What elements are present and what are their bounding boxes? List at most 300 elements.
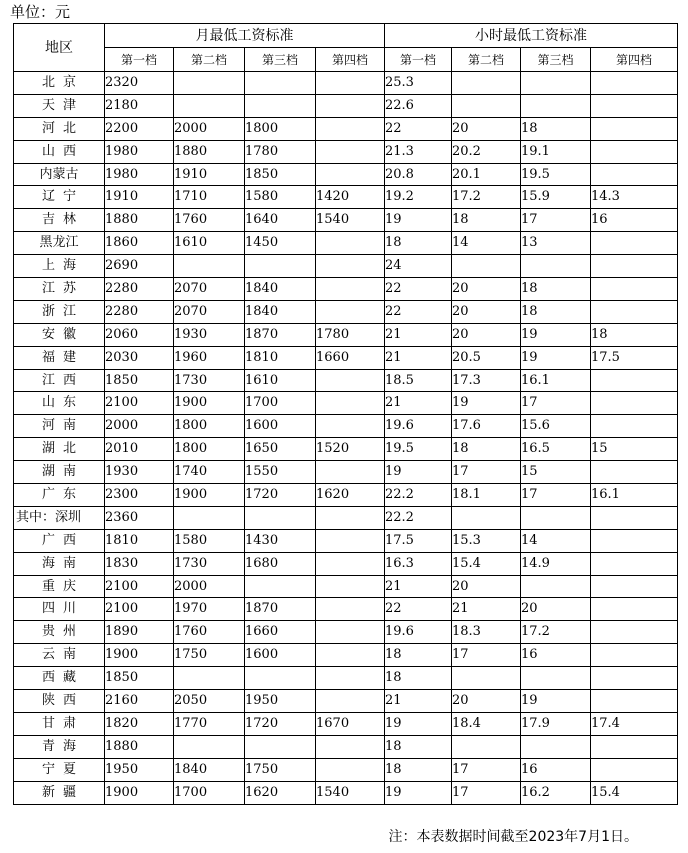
hourly-tier-3-cell: 19 bbox=[521, 346, 591, 369]
monthly-tier-1-cell: 2010 bbox=[105, 438, 174, 461]
monthly-tier-1-cell: 2100 bbox=[105, 392, 174, 415]
hourly-tier-1-cell: 18 bbox=[385, 735, 452, 758]
monthly-tier-1-cell: 2280 bbox=[105, 278, 174, 301]
monthly-tier-4-cell bbox=[316, 72, 385, 95]
monthly-tier-3-cell: 1610 bbox=[245, 369, 316, 392]
monthly-tier-3-cell: 1840 bbox=[245, 278, 316, 301]
hourly-tier-3-cell: 15.9 bbox=[521, 186, 591, 209]
hourly-tier-3-cell: 20 bbox=[521, 598, 591, 621]
hourly-tier-1-cell: 19.2 bbox=[385, 186, 452, 209]
region-cell: 北京 bbox=[14, 72, 105, 95]
hourly-tier-4-cell bbox=[591, 392, 678, 415]
monthly-tier-3-cell: 1950 bbox=[245, 690, 316, 713]
hourly-tier-2-cell: 20 bbox=[452, 300, 521, 323]
monthly-tier-3-cell: 1720 bbox=[245, 484, 316, 507]
hourly-tier-4-cell bbox=[591, 529, 678, 552]
hourly-tier-3-cell: 15 bbox=[521, 461, 591, 484]
table-row bbox=[14, 529, 678, 552]
region-cell: 江苏 bbox=[14, 278, 105, 301]
region-cell: 江西 bbox=[14, 369, 105, 392]
monthly-tier-4-cell bbox=[316, 369, 385, 392]
hourly-tier-4-cell: 17.5 bbox=[591, 346, 678, 369]
region-cell: 福建 bbox=[14, 346, 105, 369]
monthly-tier-2-cell: 1750 bbox=[174, 644, 245, 667]
monthly-tier-3-cell: 1870 bbox=[245, 598, 316, 621]
monthly-tier-3-cell: 1640 bbox=[245, 209, 316, 232]
table-row bbox=[14, 552, 678, 575]
monthly-tier-2-cell bbox=[174, 94, 245, 117]
monthly-tier-1-cell: 2100 bbox=[105, 575, 174, 598]
region-header: 地区 bbox=[14, 24, 105, 72]
monthly-tier-2-cell bbox=[174, 735, 245, 758]
region-cell: 其中：深圳 bbox=[14, 506, 105, 529]
monthly-tier-2-cell: 2050 bbox=[174, 690, 245, 713]
hourly-tier-3-cell: 17 bbox=[521, 392, 591, 415]
monthly-tier-2-cell bbox=[174, 667, 245, 690]
monthly-tier-2-cell: 1800 bbox=[174, 415, 245, 438]
monthly-tier-1-header: 第一档 bbox=[105, 48, 174, 72]
hourly-tier-2-cell: 18.4 bbox=[452, 712, 521, 735]
region-cell: 重庆 bbox=[14, 575, 105, 598]
monthly-tier-1-cell: 1980 bbox=[105, 163, 174, 186]
monthly-tier-2-cell: 1770 bbox=[174, 712, 245, 735]
hourly-tier-4-cell bbox=[591, 94, 678, 117]
monthly-tier-2-cell: 1800 bbox=[174, 438, 245, 461]
region-cell: 上海 bbox=[14, 255, 105, 278]
hourly-tier-3-cell bbox=[521, 255, 591, 278]
hourly-tier-3-cell: 17.2 bbox=[521, 621, 591, 644]
monthly-tier-4-cell bbox=[316, 255, 385, 278]
monthly-tier-2-cell: 1730 bbox=[174, 369, 245, 392]
hourly-tier-3-cell bbox=[521, 735, 591, 758]
footnote: 注：本表数据时间截至2023年7月1日。 bbox=[388, 829, 638, 845]
hourly-tier-4-cell: 16 bbox=[591, 209, 678, 232]
region-cell: 河南 bbox=[14, 415, 105, 438]
hourly-tier-3-header: 第三档 bbox=[521, 48, 591, 72]
hourly-tier-2-cell: 20 bbox=[452, 117, 521, 140]
monthly-tier-3-cell: 1800 bbox=[245, 117, 316, 140]
monthly-tier-1-cell: 2200 bbox=[105, 117, 174, 140]
monthly-tier-1-cell: 1860 bbox=[105, 232, 174, 255]
monthly-tier-1-cell: 1930 bbox=[105, 461, 174, 484]
hourly-tier-1-cell: 19.6 bbox=[385, 621, 452, 644]
monthly-tier-1-cell: 2060 bbox=[105, 323, 174, 346]
hourly-tier-1-cell: 21 bbox=[385, 323, 452, 346]
hourly-tier-4-cell: 15.4 bbox=[591, 781, 678, 804]
hourly-tier-1-cell: 18 bbox=[385, 758, 452, 781]
table-row bbox=[14, 712, 678, 735]
hourly-tier-1-cell: 19 bbox=[385, 712, 452, 735]
region-cell: 陕西 bbox=[14, 690, 105, 713]
hourly-tier-2-cell: 18.1 bbox=[452, 484, 521, 507]
region-cell: 内蒙古 bbox=[14, 163, 105, 186]
table-row bbox=[14, 735, 678, 758]
hourly-tier-3-cell bbox=[521, 72, 591, 95]
monthly-tier-2-cell bbox=[174, 72, 245, 95]
hourly-tier-3-cell bbox=[521, 667, 591, 690]
monthly-tier-1-cell: 1950 bbox=[105, 758, 174, 781]
monthly-tier-1-cell: 2000 bbox=[105, 415, 174, 438]
monthly-tier-1-cell: 1980 bbox=[105, 140, 174, 163]
hourly-tier-3-cell: 16 bbox=[521, 758, 591, 781]
table-row bbox=[14, 94, 678, 117]
monthly-tier-3-cell: 1850 bbox=[245, 163, 316, 186]
table-row bbox=[14, 758, 678, 781]
monthly-tier-4-cell: 1780 bbox=[316, 323, 385, 346]
hourly-tier-4-cell: 15 bbox=[591, 438, 678, 461]
monthly-tier-2-cell: 2070 bbox=[174, 278, 245, 301]
hourly-tier-1-cell: 21.3 bbox=[385, 140, 452, 163]
monthly-tier-2-cell: 1840 bbox=[174, 758, 245, 781]
table-row bbox=[14, 415, 678, 438]
hourly-tier-2-cell bbox=[452, 506, 521, 529]
region-cell: 青海 bbox=[14, 735, 105, 758]
hourly-tier-2-cell: 17 bbox=[452, 781, 521, 804]
hourly-tier-3-cell: 16 bbox=[521, 644, 591, 667]
monthly-tier-1-cell: 2300 bbox=[105, 484, 174, 507]
monthly-tier-3-cell: 1550 bbox=[245, 461, 316, 484]
monthly-tier-2-cell: 2000 bbox=[174, 117, 245, 140]
hourly-tier-4-cell bbox=[591, 300, 678, 323]
hourly-tier-4-cell bbox=[591, 575, 678, 598]
monthly-tier-4-cell bbox=[316, 644, 385, 667]
hourly-tier-2-cell: 19 bbox=[452, 392, 521, 415]
monthly-tier-2-cell: 1910 bbox=[174, 163, 245, 186]
table-row bbox=[14, 140, 678, 163]
hourly-tier-4-header: 第四档 bbox=[591, 48, 678, 72]
hourly-tier-2-cell: 14 bbox=[452, 232, 521, 255]
hourly-tier-4-cell: 14.3 bbox=[591, 186, 678, 209]
monthly-tier-4-cell bbox=[316, 300, 385, 323]
table-row bbox=[14, 644, 678, 667]
monthly-tier-3-cell: 1650 bbox=[245, 438, 316, 461]
table-row bbox=[14, 255, 678, 278]
monthly-tier-3-cell: 1870 bbox=[245, 323, 316, 346]
hourly-tier-2-cell: 18.3 bbox=[452, 621, 521, 644]
hourly-tier-1-cell: 18 bbox=[385, 667, 452, 690]
monthly-tier-4-cell bbox=[316, 575, 385, 598]
hourly-tier-3-cell: 16.2 bbox=[521, 781, 591, 804]
table-row bbox=[14, 278, 678, 301]
monthly-tier-2-cell bbox=[174, 255, 245, 278]
monthly-tier-3-cell: 1680 bbox=[245, 552, 316, 575]
hourly-tier-4-cell bbox=[591, 598, 678, 621]
monthly-tier-3-cell: 1700 bbox=[245, 392, 316, 415]
monthly-tier-4-cell bbox=[316, 529, 385, 552]
monthly-tier-1-cell: 2100 bbox=[105, 598, 174, 621]
table-row bbox=[14, 163, 678, 186]
monthly-tier-3-cell bbox=[245, 506, 316, 529]
hourly-tier-1-cell: 20.8 bbox=[385, 163, 452, 186]
hourly-tier-3-cell: 14 bbox=[521, 529, 591, 552]
monthly-tier-3-cell: 1780 bbox=[245, 140, 316, 163]
monthly-tier-2-cell: 1970 bbox=[174, 598, 245, 621]
table-row bbox=[14, 506, 678, 529]
hourly-tier-3-cell bbox=[521, 94, 591, 117]
hourly-tier-4-cell bbox=[591, 735, 678, 758]
monthly-tier-4-cell bbox=[316, 163, 385, 186]
table-row bbox=[14, 461, 678, 484]
monthly-tier-1-cell: 1910 bbox=[105, 186, 174, 209]
hourly-tier-3-cell: 13 bbox=[521, 232, 591, 255]
hourly-tier-2-cell bbox=[452, 735, 521, 758]
monthly-tier-4-cell bbox=[316, 94, 385, 117]
hourly-tier-3-cell: 19 bbox=[521, 690, 591, 713]
hourly-tier-2-cell: 17 bbox=[452, 644, 521, 667]
hourly-tier-1-cell: 19.6 bbox=[385, 415, 452, 438]
table-row bbox=[14, 369, 678, 392]
hourly-tier-3-cell: 17.9 bbox=[521, 712, 591, 735]
region-cell: 河北 bbox=[14, 117, 105, 140]
hourly-tier-1-cell: 16.3 bbox=[385, 552, 452, 575]
hourly-tier-2-cell: 18 bbox=[452, 438, 521, 461]
monthly-tier-2-cell: 1760 bbox=[174, 209, 245, 232]
monthly-tier-4-cell: 1420 bbox=[316, 186, 385, 209]
monthly-tier-4-cell bbox=[316, 506, 385, 529]
monthly-tier-2-header: 第二档 bbox=[174, 48, 245, 72]
hourly-tier-1-cell: 24 bbox=[385, 255, 452, 278]
monthly-tier-4-cell: 1620 bbox=[316, 484, 385, 507]
table-row bbox=[14, 72, 678, 95]
hourly-tier-2-cell bbox=[452, 72, 521, 95]
monthly-tier-3-cell bbox=[245, 72, 316, 95]
hourly-tier-2-cell: 15.3 bbox=[452, 529, 521, 552]
hourly-tier-3-cell: 19.5 bbox=[521, 163, 591, 186]
monthly-tier-4-cell bbox=[316, 392, 385, 415]
monthly-standard-header: 月最低工资标准 bbox=[105, 24, 385, 48]
monthly-tier-1-cell: 1850 bbox=[105, 667, 174, 690]
monthly-tier-3-cell: 1840 bbox=[245, 300, 316, 323]
monthly-tier-4-header: 第四档 bbox=[316, 48, 385, 72]
hourly-tier-2-cell bbox=[452, 667, 521, 690]
region-cell: 云南 bbox=[14, 644, 105, 667]
hourly-tier-3-cell: 19.1 bbox=[521, 140, 591, 163]
region-cell: 浙江 bbox=[14, 300, 105, 323]
hourly-tier-4-cell bbox=[591, 690, 678, 713]
monthly-tier-2-cell: 1960 bbox=[174, 346, 245, 369]
table-row bbox=[14, 575, 678, 598]
table-row bbox=[14, 484, 678, 507]
monthly-tier-4-cell: 1540 bbox=[316, 209, 385, 232]
hourly-tier-2-cell: 15.4 bbox=[452, 552, 521, 575]
hourly-tier-1-cell: 22.2 bbox=[385, 506, 452, 529]
monthly-tier-3-cell: 1660 bbox=[245, 621, 316, 644]
monthly-tier-4-cell bbox=[316, 598, 385, 621]
table-row bbox=[14, 781, 678, 804]
monthly-tier-1-cell: 2030 bbox=[105, 346, 174, 369]
table-row bbox=[14, 346, 678, 369]
hourly-tier-4-cell bbox=[591, 506, 678, 529]
monthly-tier-2-cell: 1930 bbox=[174, 323, 245, 346]
monthly-tier-2-cell: 2070 bbox=[174, 300, 245, 323]
monthly-tier-2-cell: 2000 bbox=[174, 575, 245, 598]
region-cell: 西藏 bbox=[14, 667, 105, 690]
monthly-tier-1-cell: 1900 bbox=[105, 644, 174, 667]
hourly-tier-4-cell bbox=[591, 758, 678, 781]
hourly-tier-1-cell: 17.5 bbox=[385, 529, 452, 552]
monthly-tier-1-cell: 2360 bbox=[105, 506, 174, 529]
hourly-tier-1-cell: 18 bbox=[385, 644, 452, 667]
table-row bbox=[14, 209, 678, 232]
hourly-tier-2-cell: 20 bbox=[452, 575, 521, 598]
monthly-tier-1-cell: 1850 bbox=[105, 369, 174, 392]
hourly-tier-2-cell: 20.2 bbox=[452, 140, 521, 163]
monthly-tier-3-cell: 1450 bbox=[245, 232, 316, 255]
monthly-tier-3-cell bbox=[245, 575, 316, 598]
monthly-tier-4-cell bbox=[316, 758, 385, 781]
monthly-tier-1-cell: 2160 bbox=[105, 690, 174, 713]
monthly-tier-1-cell: 1900 bbox=[105, 781, 174, 804]
region-cell: 黑龙江 bbox=[14, 232, 105, 255]
hourly-tier-2-cell: 20.5 bbox=[452, 346, 521, 369]
hourly-tier-2-cell: 21 bbox=[452, 598, 521, 621]
region-cell: 四川 bbox=[14, 598, 105, 621]
hourly-tier-4-cell: 17.4 bbox=[591, 712, 678, 735]
monthly-tier-1-cell: 1830 bbox=[105, 552, 174, 575]
monthly-tier-3-cell bbox=[245, 667, 316, 690]
hourly-tier-4-cell bbox=[591, 278, 678, 301]
hourly-tier-2-cell bbox=[452, 94, 521, 117]
monthly-tier-3-cell bbox=[245, 735, 316, 758]
monthly-tier-3-cell: 1620 bbox=[245, 781, 316, 804]
hourly-tier-1-header: 第一档 bbox=[385, 48, 452, 72]
monthly-tier-1-cell: 2280 bbox=[105, 300, 174, 323]
hourly-tier-4-cell bbox=[591, 621, 678, 644]
region-cell: 宁夏 bbox=[14, 758, 105, 781]
hourly-tier-3-cell: 15.6 bbox=[521, 415, 591, 438]
hourly-tier-3-cell: 17 bbox=[521, 209, 591, 232]
region-cell: 吉林 bbox=[14, 209, 105, 232]
hourly-tier-3-cell: 14.9 bbox=[521, 552, 591, 575]
hourly-tier-3-cell bbox=[521, 506, 591, 529]
hourly-tier-1-cell: 25.3 bbox=[385, 72, 452, 95]
monthly-tier-1-cell: 2320 bbox=[105, 72, 174, 95]
table-row bbox=[14, 438, 678, 461]
hourly-tier-4-cell bbox=[591, 667, 678, 690]
monthly-tier-4-cell bbox=[316, 140, 385, 163]
hourly-tier-1-cell: 22 bbox=[385, 300, 452, 323]
monthly-tier-2-cell: 1880 bbox=[174, 140, 245, 163]
table-body bbox=[14, 72, 678, 805]
monthly-tier-4-cell: 1520 bbox=[316, 438, 385, 461]
monthly-tier-1-cell: 1880 bbox=[105, 209, 174, 232]
table-row bbox=[14, 598, 678, 621]
monthly-tier-3-cell bbox=[245, 255, 316, 278]
hourly-tier-1-cell: 19.5 bbox=[385, 438, 452, 461]
hourly-tier-4-cell: 18 bbox=[591, 323, 678, 346]
hourly-tier-4-cell bbox=[591, 461, 678, 484]
hourly-tier-1-cell: 21 bbox=[385, 690, 452, 713]
monthly-tier-3-cell: 1750 bbox=[245, 758, 316, 781]
region-cell: 广西 bbox=[14, 529, 105, 552]
hourly-tier-1-cell: 21 bbox=[385, 346, 452, 369]
table-row bbox=[14, 621, 678, 644]
table-row bbox=[14, 186, 678, 209]
monthly-tier-1-cell: 1880 bbox=[105, 735, 174, 758]
monthly-tier-4-cell bbox=[316, 735, 385, 758]
monthly-tier-4-cell bbox=[316, 415, 385, 438]
hourly-tier-1-cell: 22 bbox=[385, 278, 452, 301]
hourly-tier-2-cell: 18 bbox=[452, 209, 521, 232]
monthly-tier-4-cell bbox=[316, 232, 385, 255]
monthly-tier-4-cell: 1670 bbox=[316, 712, 385, 735]
region-cell: 安徽 bbox=[14, 323, 105, 346]
hourly-tier-2-cell bbox=[452, 255, 521, 278]
region-cell: 新疆 bbox=[14, 781, 105, 804]
hourly-tier-3-cell: 18 bbox=[521, 117, 591, 140]
monthly-tier-3-header: 第三档 bbox=[245, 48, 316, 72]
monthly-tier-2-cell: 1580 bbox=[174, 529, 245, 552]
hourly-tier-1-cell: 18 bbox=[385, 232, 452, 255]
table-row bbox=[14, 667, 678, 690]
hourly-tier-1-cell: 21 bbox=[385, 392, 452, 415]
hourly-tier-4-cell bbox=[591, 140, 678, 163]
hourly-tier-4-cell bbox=[591, 644, 678, 667]
hourly-tier-1-cell: 18.5 bbox=[385, 369, 452, 392]
table-row bbox=[14, 117, 678, 140]
monthly-tier-4-cell bbox=[316, 552, 385, 575]
region-cell: 辽宁 bbox=[14, 186, 105, 209]
monthly-tier-4-cell bbox=[316, 278, 385, 301]
region-cell: 甘肃 bbox=[14, 712, 105, 735]
monthly-tier-1-cell: 1820 bbox=[105, 712, 174, 735]
monthly-tier-3-cell bbox=[245, 94, 316, 117]
hourly-tier-3-cell bbox=[521, 575, 591, 598]
monthly-tier-2-cell: 1740 bbox=[174, 461, 245, 484]
region-cell: 海南 bbox=[14, 552, 105, 575]
hourly-tier-1-cell: 19 bbox=[385, 781, 452, 804]
hourly-tier-3-cell: 18 bbox=[521, 278, 591, 301]
hourly-tier-2-cell: 17 bbox=[452, 758, 521, 781]
hourly-tier-3-cell: 18 bbox=[521, 300, 591, 323]
monthly-tier-3-cell: 1580 bbox=[245, 186, 316, 209]
monthly-tier-3-cell: 1430 bbox=[245, 529, 316, 552]
region-cell: 贵州 bbox=[14, 621, 105, 644]
monthly-tier-3-cell: 1810 bbox=[245, 346, 316, 369]
monthly-tier-1-cell: 1890 bbox=[105, 621, 174, 644]
hourly-tier-3-cell: 16.5 bbox=[521, 438, 591, 461]
hourly-tier-1-cell: 19 bbox=[385, 461, 452, 484]
monthly-tier-2-cell bbox=[174, 506, 245, 529]
hourly-tier-2-cell: 20 bbox=[452, 690, 521, 713]
hourly-tier-2-cell: 20 bbox=[452, 278, 521, 301]
hourly-tier-3-cell: 19 bbox=[521, 323, 591, 346]
region-cell: 山东 bbox=[14, 392, 105, 415]
minimum-wage-table bbox=[13, 23, 678, 805]
hourly-tier-2-cell: 20.1 bbox=[452, 163, 521, 186]
unit-label: 单位：元 bbox=[10, 3, 71, 21]
hourly-standard-header: 小时最低工资标准 bbox=[385, 24, 678, 48]
hourly-tier-1-cell: 19 bbox=[385, 209, 452, 232]
region-cell: 山西 bbox=[14, 140, 105, 163]
monthly-tier-2-cell: 1760 bbox=[174, 621, 245, 644]
region-cell: 湖北 bbox=[14, 438, 105, 461]
hourly-tier-2-cell: 17.6 bbox=[452, 415, 521, 438]
hourly-tier-4-cell: 16.1 bbox=[591, 484, 678, 507]
hourly-tier-4-cell bbox=[591, 232, 678, 255]
monthly-tier-3-cell: 1720 bbox=[245, 712, 316, 735]
hourly-tier-1-cell: 22.6 bbox=[385, 94, 452, 117]
monthly-tier-1-cell: 2180 bbox=[105, 94, 174, 117]
hourly-tier-3-cell: 16.1 bbox=[521, 369, 591, 392]
region-cell: 天津 bbox=[14, 94, 105, 117]
table-row bbox=[14, 690, 678, 713]
hourly-tier-2-cell: 17.2 bbox=[452, 186, 521, 209]
table-row bbox=[14, 323, 678, 346]
monthly-tier-1-cell: 1810 bbox=[105, 529, 174, 552]
hourly-tier-2-cell: 17.3 bbox=[452, 369, 521, 392]
monthly-tier-3-cell: 1600 bbox=[245, 644, 316, 667]
